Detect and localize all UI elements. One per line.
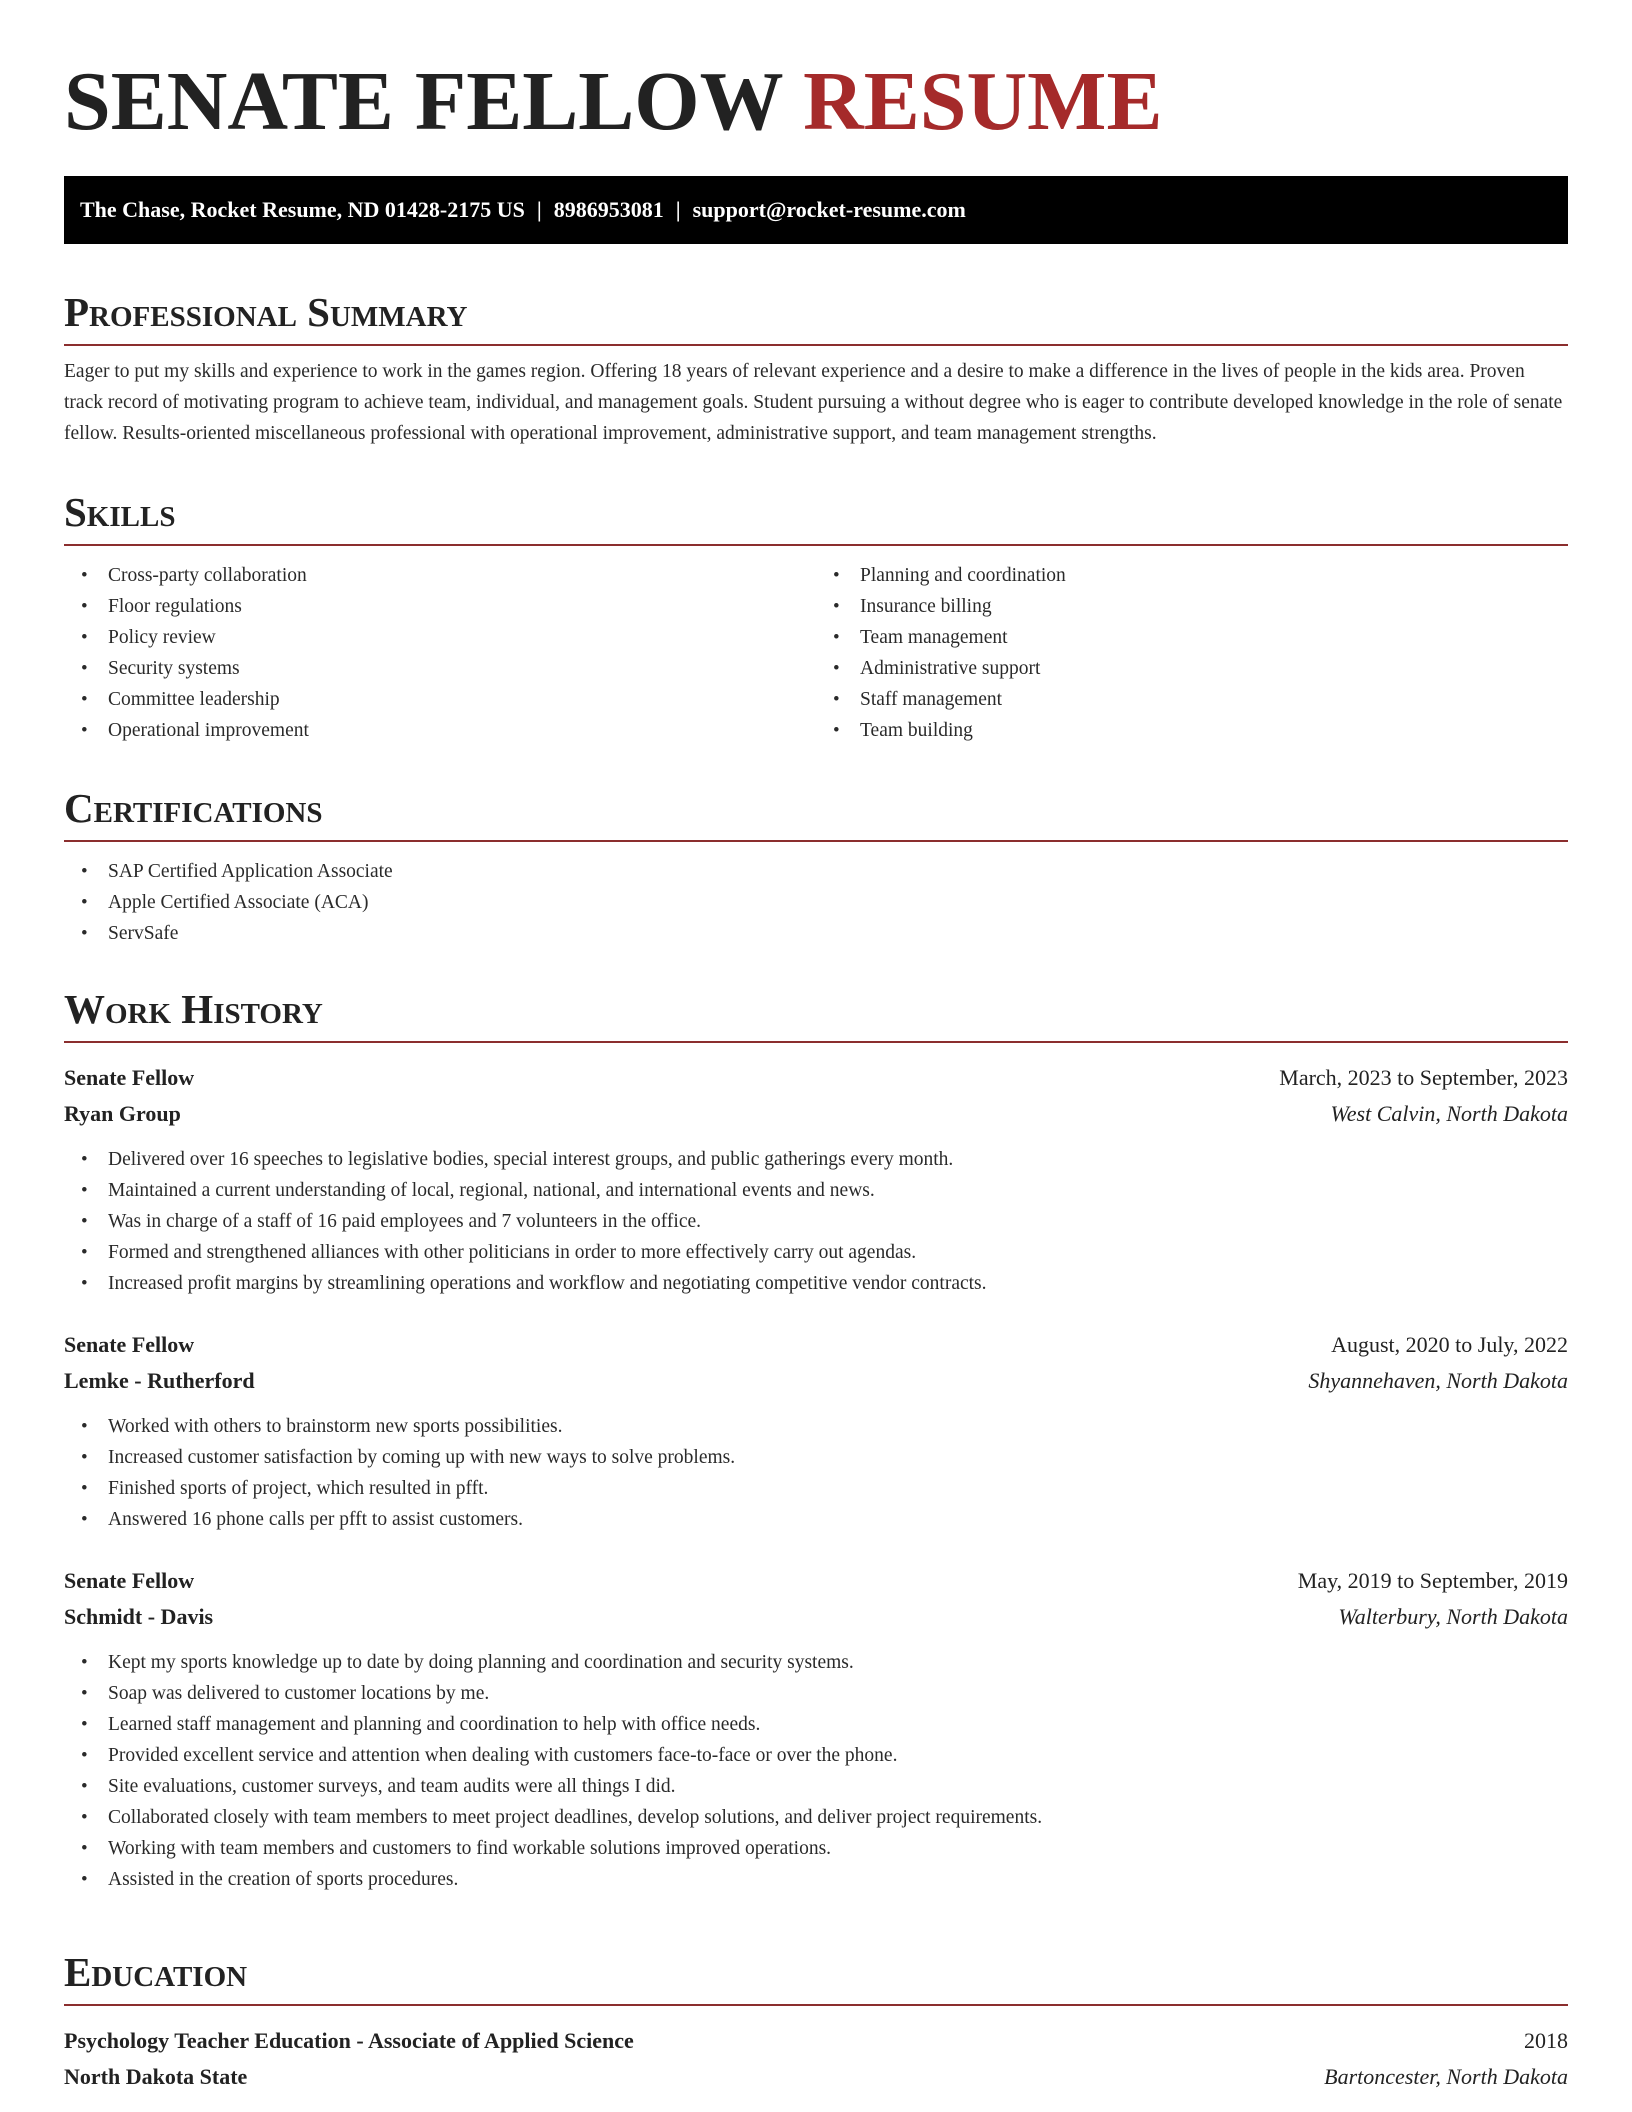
job-header-row (64, 1563, 1568, 1599)
skill-item: • Cross-party collaboration (64, 560, 816, 591)
education-degree: Psychology Teacher Education - Associate of Applied Science (64, 2028, 634, 2053)
summary-text: Eager to put my skills and experience to work in the games region. Offering 18 years of relevant experience and a desire to make a difference in the lives of people in the kids area. Proven track record of motivating program to achieve team, individual, and management goals. Student pursuing a without degree who is eager to contribute developed knowledge in the role of senate fellow. Results-oriented miscellaneous professional with operational improvement, administrative support, and team management strengths. (64, 361, 1563, 444)
job-bullet: • Increased customer satisfaction by coming up with new ways to solve problems. (64, 1442, 1568, 1473)
job-company-row (64, 1096, 1568, 1132)
skill-item: • Planning and coordination (816, 560, 1568, 591)
contact-phone: 8986953081 (553, 197, 664, 222)
skill-item: • Floor regulations (64, 591, 816, 622)
skills-list-left (64, 560, 816, 746)
resume-title (64, 0, 1568, 146)
job-bullet: • Collaborated closely with team members to meet project deadlines, develop solutions, and deliver project requirements. (64, 1802, 1568, 1833)
skill-item: • Operational improvement (64, 715, 816, 746)
skill-item: • Committee leadership (64, 684, 816, 715)
job-bullet: • Increased profit margins by streamlining operations and workflow and negotiating competitive vendor contracts. (64, 1268, 1568, 1299)
education-school: North Dakota State (64, 2064, 248, 2089)
summary-heading: Professional Summary (64, 284, 1568, 346)
work-history-section (64, 981, 1568, 1895)
job-bullet: • Answered 16 phone calls per pfft to assist customers. (64, 1504, 1568, 1535)
job-bullet: • Delivered over 16 speeches to legislative bodies, special interest groups, and public gatherings every month. (64, 1144, 1568, 1175)
job-company-row (64, 1363, 1568, 1399)
certification-item: • SAP Certified Application Associate (64, 856, 1568, 887)
skill-item: • Team building (816, 715, 1568, 746)
job-header-row (64, 1327, 1568, 1363)
certification-item: • ServSafe (64, 918, 1568, 949)
job-title: Senate Fellow (64, 1332, 195, 1357)
job-bullet: • Finished sports of project, which resulted in pfft. (64, 1473, 1568, 1504)
job-title: Senate Fellow (64, 1568, 195, 1593)
job-dates: March, 2023 to September, 2023 (1279, 1065, 1568, 1090)
job-dates: August, 2020 to July, 2022 (1331, 1332, 1568, 1357)
education-degree-row (64, 2023, 1568, 2059)
job-bullets (64, 1144, 1568, 1299)
education-section (64, 1944, 1568, 2095)
contact-separator: | (675, 197, 681, 222)
job-bullet: • Provided excellent service and attention when dealing with customers face-to-face or over the phone. (64, 1740, 1568, 1771)
skill-item: • Administrative support (816, 653, 1568, 684)
certifications-heading: Certifications (64, 780, 1568, 842)
job-bullet: • Was in charge of a staff of 16 paid employees and 7 volunteers in the office. (64, 1206, 1568, 1237)
job-title: Senate Fellow (64, 1065, 195, 1090)
certifications-list (64, 856, 1568, 949)
job-bullet: • Site evaluations, customer surveys, and team audits were all things I did. (64, 1771, 1568, 1802)
job-bullet: • Formed and strengthened alliances with other politicians in order to more effectively carry out agendas. (64, 1237, 1568, 1268)
work-history-heading: Work History (64, 981, 1568, 1043)
contact-bar (64, 176, 1568, 244)
job-company-row (64, 1599, 1568, 1635)
skills-heading: Skills (64, 484, 1568, 546)
certification-item: • Apple Certified Associate (ACA) (64, 887, 1568, 918)
job-location: Shyannehaven, North Dakota (1308, 1368, 1568, 1393)
education-location: Bartoncester, North Dakota (1324, 2064, 1568, 2089)
summary-section (64, 284, 1568, 449)
job-entry (64, 1060, 1568, 1299)
job-bullet: • Working with team members and customers to find workable solutions improved operations. (64, 1833, 1568, 1864)
title-main: SENATE FELLOW (64, 55, 783, 148)
job-bullet: • Soap was delivered to customer locations by me. (64, 1678, 1568, 1709)
certifications-section (64, 780, 1568, 949)
contact-separator: | (536, 197, 542, 222)
job-bullet: • Assisted in the creation of sports procedures. (64, 1864, 1568, 1895)
contact-email: support@rocket-resume.com (692, 197, 966, 222)
job-company: Lemke - Rutherford (64, 1368, 255, 1393)
job-entry (64, 1327, 1568, 1535)
skill-item: • Team management (816, 622, 1568, 653)
education-entry (64, 2023, 1568, 2095)
job-bullets (64, 1411, 1568, 1535)
skills-grid (64, 560, 1568, 746)
skill-item: • Security systems (64, 653, 816, 684)
education-school-row (64, 2059, 1568, 2095)
skills-section (64, 484, 1568, 746)
title-accent: RESUME (803, 55, 1163, 148)
job-location: Walterbury, North Dakota (1338, 1604, 1568, 1629)
job-company: Ryan Group (64, 1101, 181, 1126)
job-bullet: • Maintained a current understanding of local, regional, national, and international events and news. (64, 1175, 1568, 1206)
skills-list-right (816, 560, 1568, 746)
job-bullet: • Learned staff management and planning and coordination to help with office needs. (64, 1709, 1568, 1740)
job-header-row (64, 1060, 1568, 1096)
contact-address: The Chase, Rocket Resume, ND 01428-2175 US (80, 197, 525, 222)
job-bullets (64, 1647, 1568, 1895)
job-entry (64, 1563, 1568, 1895)
job-dates: May, 2019 to September, 2019 (1297, 1568, 1568, 1593)
job-bullet: • Kept my sports knowledge up to date by doing planning and coordination and security systems. (64, 1647, 1568, 1678)
skill-item: • Policy review (64, 622, 816, 653)
education-year: 2018 (1524, 2028, 1568, 2053)
job-location: West Calvin, North Dakota (1330, 1101, 1568, 1126)
job-company: Schmidt - Davis (64, 1604, 214, 1629)
education-heading: Education (64, 1944, 1568, 2006)
job-bullet: • Worked with others to brainstorm new sports possibilities. (64, 1411, 1568, 1442)
skill-item: • Staff management (816, 684, 1568, 715)
skill-item: • Insurance billing (816, 591, 1568, 622)
